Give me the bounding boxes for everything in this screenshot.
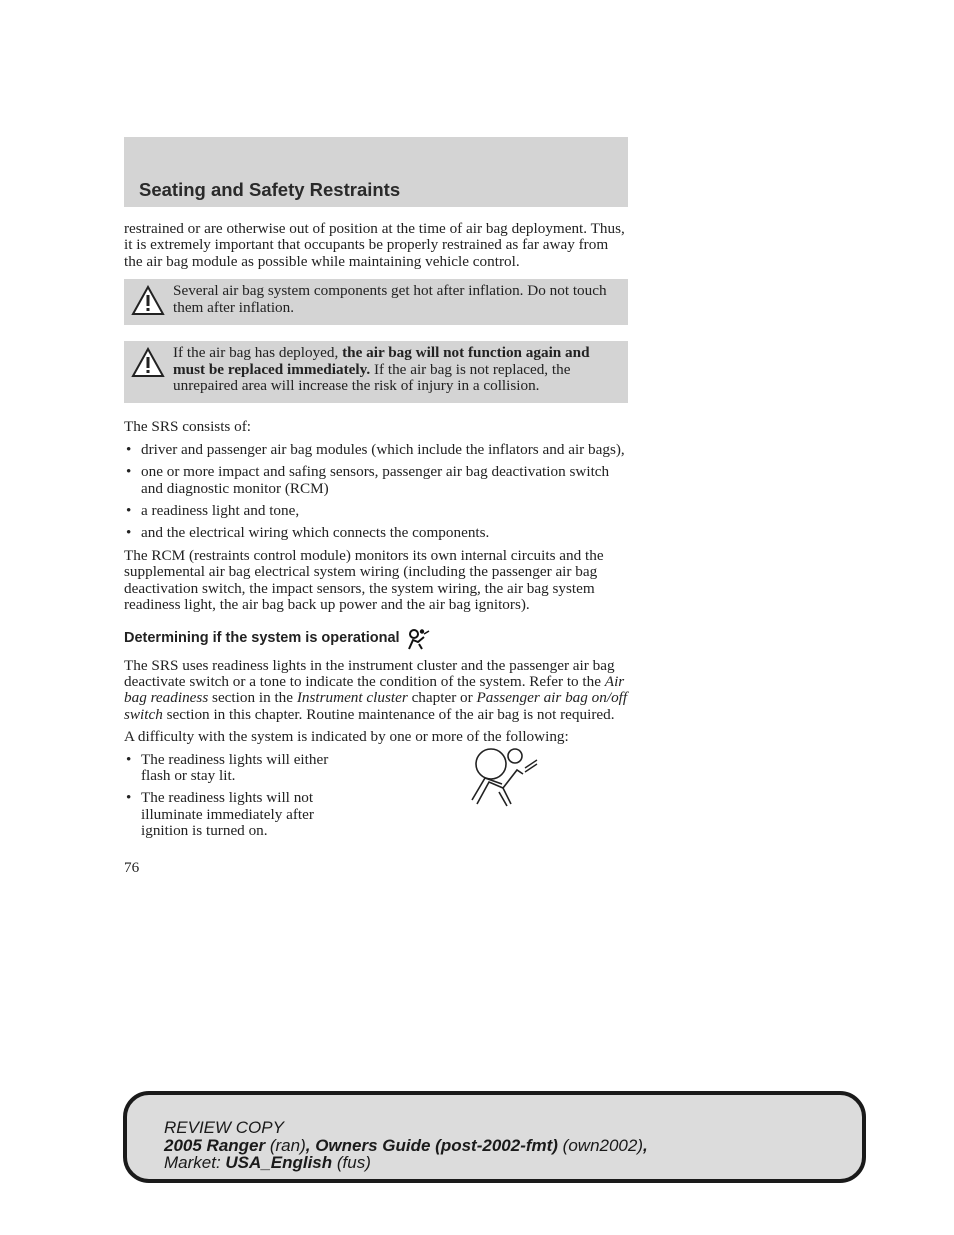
difficulty-paragraph: A difficulty with the system is indicated by one or more of the following: — [124, 728, 569, 746]
main-content — [124, 221, 628, 876]
page-number: 76 — [124, 858, 140, 876]
list-item: • The readiness lights will either flash or stay lit. — [124, 752, 359, 785]
srs-intro: The SRS consists of: — [124, 418, 251, 436]
rcm-paragraph: The RCM (restraints control module) monitors its own internal circuits and the supplemental air bag electrical system wiring (including the passenger air bag deactivation switch, the impact sensors, the system wiring, the air bag system readiness light, the air bag back up power and the air bag ignitors). — [124, 546, 604, 614]
intro-paragraph: restrained or are otherwise out of position at the time of air bag deployment. Thus, it is extremely important that occupants be properly restrained as far away from the air bag module as possible while maintaining vehicle control. — [124, 220, 625, 270]
warning-text: If the air bag has deployed, the air bag will not function again and must be replaced immediately. If the air bag is not replaced, the unrepaired area will increase the risk of injury in a collision. — [173, 344, 590, 395]
subheading-text: Determining if the system is operational — [124, 630, 400, 647]
list-item: • The readiness lights will not illuminate immediately after ignition is turned on. — [124, 790, 359, 839]
warning-box-deployed — [124, 341, 628, 403]
warning-triangle-icon — [131, 347, 165, 379]
warning-text: Several air bag system components get hot after inflation. Do not touch them after inflation. — [173, 282, 607, 316]
list-item: • driver and passenger air bag modules (which include the inflators and air bags), — [124, 442, 628, 458]
list-item: • and the electrical wiring which connects the components. — [124, 525, 628, 541]
document-info: 2005 Ranger (ran), Owners Guide (post-2002-fmt) (own2002), — [164, 1135, 648, 1155]
srs-components-list — [124, 442, 628, 542]
warning-box-hot-components — [124, 279, 628, 325]
air-bag-readiness-icon — [406, 628, 430, 650]
difficulty-list — [124, 752, 359, 846]
air-bag-readiness-icon — [469, 746, 539, 808]
warning-triangle-icon — [131, 285, 165, 317]
review-copy-footer — [123, 1091, 866, 1183]
section-header — [124, 137, 628, 207]
difficulty-section — [124, 752, 628, 852]
list-item: • one or more impact and safing sensors, passenger air bag deactivation switch and diagnostic monitor (RCM) — [124, 464, 628, 497]
subheading — [124, 628, 628, 650]
readiness-paragraph: The SRS uses readiness lights in the instrument cluster and the passenger air bag deactivate switch or a tone to indicate the condition of the system. Refer to the Air bag readiness section in the Instrument cluster chapter or Passenger air bag on/off switch section in this chapter. Routine maintenance of the air bag is not required. — [124, 656, 628, 723]
list-item: • a readiness light and tone, — [124, 503, 628, 519]
review-copy-label: REVIEW COPY — [164, 1118, 284, 1137]
market-info: Market: USA_English (fus) — [164, 1153, 371, 1172]
page-title: Seating and Safety Restraints — [139, 179, 401, 200]
